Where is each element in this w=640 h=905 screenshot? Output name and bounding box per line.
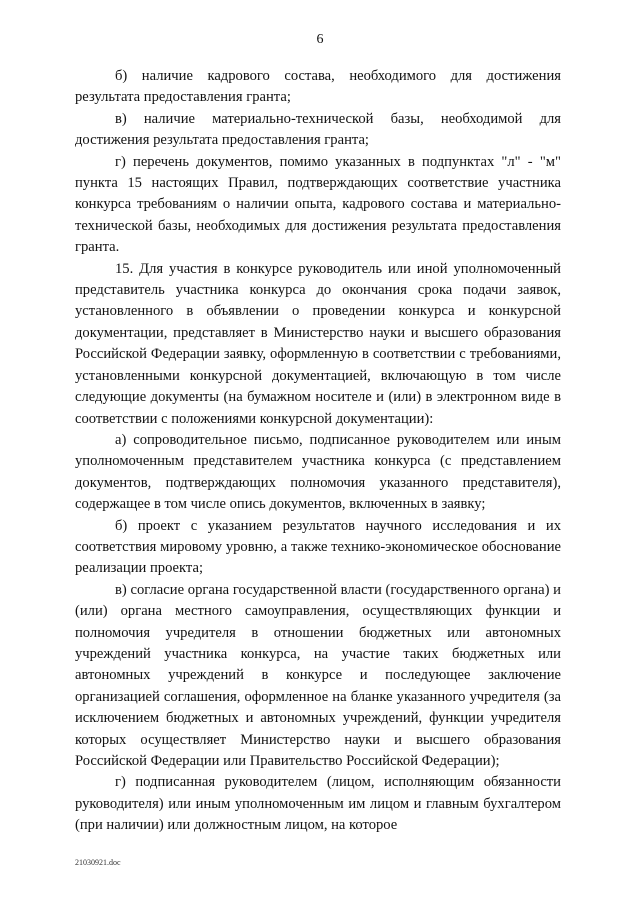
- paragraph-15-application: 15. Для участия в конкурсе руководитель или иной уполномоченный представитель участника конкурса до окончания срока подачи заявок, установленного в объявлении о проведении конкурса и конкурсной документации, представляет в Министерство науки и высшего образования Российской Федерации заявку, оформленную в соответствии с требованиями, установленными конкурсной документацией, включающую в том числе следующие документы (на бумажном носителе и (или) в электронном виде в соответствии с положениями конкурсной документации):: [75, 260, 561, 427]
- paragraph-b-staff: б) наличие кадрового состава, необходимого для достижения результата предоставления гранта;: [75, 68, 561, 106]
- paragraph-g-documents-list: г) перечень документов, помимо указанных в подпунктах "л" - "м" пункта 15 настоящих Правил, подтверждающих соответствие участника конкурса требованиям о наличии опыта, кадрового состава и материально-технической базы, необходимых для достижения результата предоставления гранта.: [75, 153, 561, 256]
- document-body: [75, 66, 561, 837]
- paragraph-g-signed: г) подписанная руководителем (лицом, исполняющим обязанности руководителя) или иным уполномоченным им лицом и главным бухгалтером (при наличии) или должностным лицом, на которое: [75, 774, 561, 834]
- paragraph-a-cover-letter: а) сопроводительное письмо, подписанное руководителем или иным уполномоченным представителем участника конкурса (с представлением документов, подтверждающих полномочия указанного представителя), содержащее в том числе опись документов, включенных в заявку;: [75, 431, 561, 513]
- paragraph-b-project: б) проект с указанием результатов научного исследования и их соответствия мировому уровню, а также технико-экономическое обоснование реализации проекта;: [75, 517, 561, 577]
- paragraph-v-consent: в) согласие органа государственной власти (государственного органа) и (или) органа местного самоуправления, осуществляющих функции и полномочия учредителя в отношении бюджетных или автономных учреждений участника конкурса, на участие таких бюджетных или автономных учреждений в конкурсе и последующее заключение организацией соглашения, оформленное на бланке указанного учредителя (за исключением бюджетных и автономных учреждений, функции учредителя которых осуществляет Министерство науки и высшего образования Российской Федерации или Правительство Российской Федерации);: [75, 581, 561, 769]
- paragraph-v-material-base: в) наличие материально-технической базы, необходимой для достижения результата предоставления гранта;: [75, 110, 561, 149]
- page-number: 6: [316, 32, 324, 47]
- footer-document-code: 21030921.doc: [75, 858, 121, 867]
